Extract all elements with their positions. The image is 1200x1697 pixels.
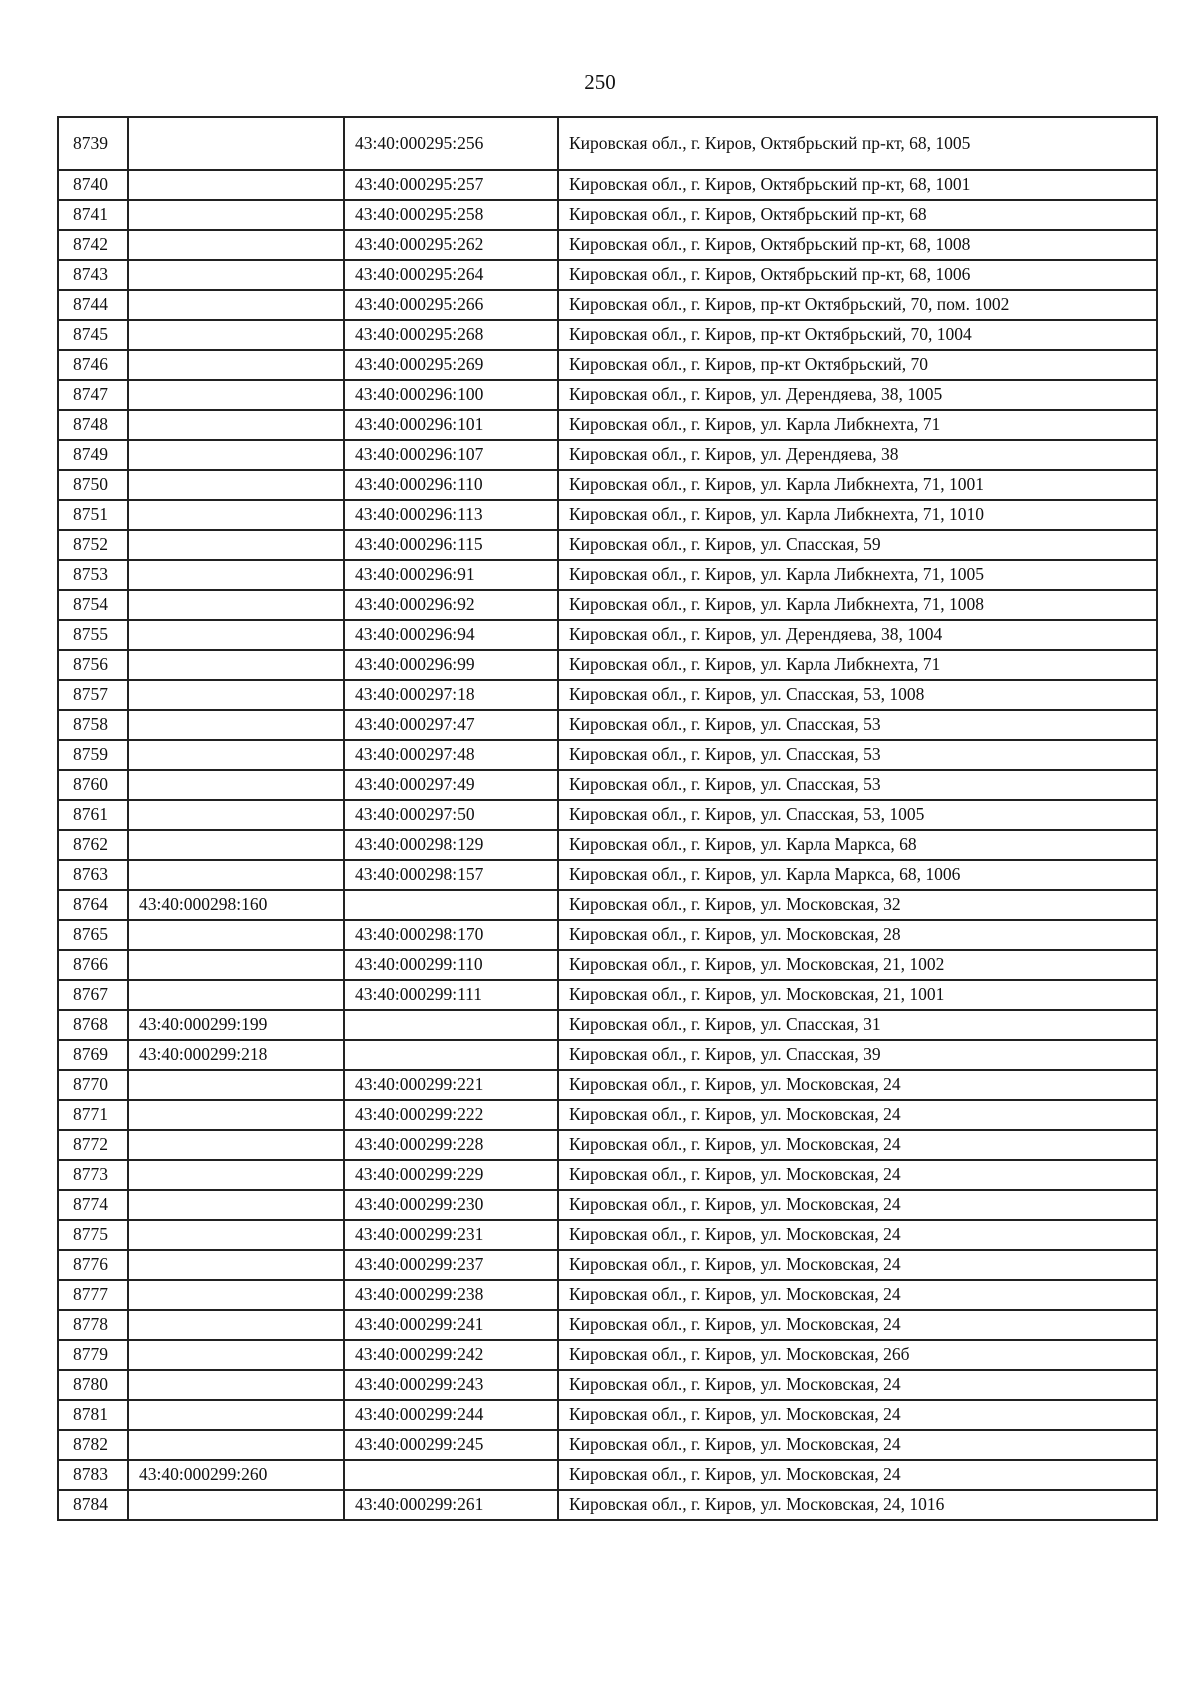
table-row: [58, 770, 1157, 800]
table-row: [58, 1190, 1157, 1220]
row-number-cell: 8746: [58, 350, 128, 380]
object-cadastral-number-cell: 43:40:000299:222: [344, 1100, 558, 1130]
table-row: [58, 350, 1157, 380]
address-cell: Кировская обл., г. Киров, Октябрьский пр-кт, 68, 1001: [558, 170, 1157, 200]
object-cadastral-number-cell: 43:40:000295:264: [344, 260, 558, 290]
row-number-cell: 8767: [58, 980, 128, 1010]
land-cadastral-number-cell: [128, 1160, 344, 1190]
table-row: [58, 260, 1157, 290]
address-cell: Кировская обл., г. Киров, ул. Московская, 24: [558, 1190, 1157, 1220]
object-cadastral-number-cell: 43:40:000297:18: [344, 680, 558, 710]
address-cell: Кировская обл., г. Киров, ул. Московская, 24: [558, 1130, 1157, 1160]
address-cell: Кировская обл., г. Киров, ул. Карла Либкнехта, 71, 1010: [558, 500, 1157, 530]
table-row: [58, 920, 1157, 950]
row-number-cell: 8779: [58, 1340, 128, 1370]
object-cadastral-number-cell: 43:40:000299:237: [344, 1250, 558, 1280]
address-cell: Кировская обл., г. Киров, ул. Московская, 24: [558, 1220, 1157, 1250]
address-cell: Кировская обл., г. Киров, ул. Спасская, 53: [558, 710, 1157, 740]
row-number-cell: 8748: [58, 410, 128, 440]
object-cadastral-number-cell: 43:40:000299:231: [344, 1220, 558, 1250]
row-number-cell: 8780: [58, 1370, 128, 1400]
table-row: [58, 500, 1157, 530]
land-cadastral-number-cell: [128, 380, 344, 410]
object-cadastral-number-cell: 43:40:000295:258: [344, 200, 558, 230]
land-cadastral-number-cell: [128, 470, 344, 500]
row-number-cell: 8768: [58, 1010, 128, 1040]
land-cadastral-number-cell: [128, 530, 344, 560]
land-cadastral-number-cell: [128, 1220, 344, 1250]
table-row: [58, 1160, 1157, 1190]
land-cadastral-number-cell: [128, 800, 344, 830]
row-number-cell: 8741: [58, 200, 128, 230]
table-row: [58, 620, 1157, 650]
object-cadastral-number-cell: 43:40:000299:241: [344, 1310, 558, 1340]
object-cadastral-number-cell: [344, 1040, 558, 1070]
land-cadastral-number-cell: [128, 1340, 344, 1370]
table-row: [58, 710, 1157, 740]
object-cadastral-number-cell: 43:40:000296:92: [344, 590, 558, 620]
land-cadastral-number-cell: [128, 1190, 344, 1220]
registry-table-body: [58, 117, 1157, 1520]
object-cadastral-number-cell: 43:40:000299:228: [344, 1130, 558, 1160]
row-number-cell: 8759: [58, 740, 128, 770]
row-number-cell: 8760: [58, 770, 128, 800]
row-number-cell: 8740: [58, 170, 128, 200]
object-cadastral-number-cell: 43:40:000297:50: [344, 800, 558, 830]
row-number-cell: 8745: [58, 320, 128, 350]
row-number-cell: 8751: [58, 500, 128, 530]
object-cadastral-number-cell: 43:40:000299:238: [344, 1280, 558, 1310]
registry-table: [57, 116, 1158, 1521]
object-cadastral-number-cell: 43:40:000299:244: [344, 1400, 558, 1430]
land-cadastral-number-cell: [128, 1130, 344, 1160]
address-cell: Кировская обл., г. Киров, ул. Московская, 24: [558, 1430, 1157, 1460]
row-number-cell: 8757: [58, 680, 128, 710]
address-cell: Кировская обл., г. Киров, ул. Карла Либкнехта, 71, 1008: [558, 590, 1157, 620]
address-cell: Кировская обл., г. Киров, ул. Спасская, 59: [558, 530, 1157, 560]
land-cadastral-number-cell: [128, 830, 344, 860]
table-row: [58, 1340, 1157, 1370]
land-cadastral-number-cell: [128, 770, 344, 800]
address-cell: Кировская обл., г. Киров, ул. Карла Маркса, 68: [558, 830, 1157, 860]
table-row: [58, 440, 1157, 470]
row-number-cell: 8761: [58, 800, 128, 830]
row-number-cell: 8756: [58, 650, 128, 680]
table-row: [58, 650, 1157, 680]
address-cell: Кировская обл., г. Киров, ул. Московская, 24: [558, 1400, 1157, 1430]
object-cadastral-number-cell: 43:40:000296:110: [344, 470, 558, 500]
table-row: [58, 800, 1157, 830]
address-cell: Кировская обл., г. Киров, ул. Карла Либкнехта, 71, 1005: [558, 560, 1157, 590]
page-number: 250: [584, 70, 616, 94]
row-number-cell: 8765: [58, 920, 128, 950]
object-cadastral-number-cell: 43:40:000298:170: [344, 920, 558, 950]
object-cadastral-number-cell: 43:40:000299:110: [344, 950, 558, 980]
land-cadastral-number-cell: [128, 650, 344, 680]
row-number-cell: 8770: [58, 1070, 128, 1100]
address-cell: Кировская обл., г. Киров, ул. Московская, 26б: [558, 1340, 1157, 1370]
row-number-cell: 8749: [58, 440, 128, 470]
object-cadastral-number-cell: 43:40:000299:261: [344, 1490, 558, 1520]
object-cadastral-number-cell: 43:40:000295:268: [344, 320, 558, 350]
land-cadastral-number-cell: 43:40:000299:199: [128, 1010, 344, 1040]
address-cell: Кировская обл., г. Киров, ул. Спасская, 53, 1008: [558, 680, 1157, 710]
address-cell: Кировская обл., г. Киров, ул. Московская, 21, 1001: [558, 980, 1157, 1010]
object-cadastral-number-cell: 43:40:000296:107: [344, 440, 558, 470]
land-cadastral-number-cell: [128, 1370, 344, 1400]
object-cadastral-number-cell: 43:40:000299:221: [344, 1070, 558, 1100]
land-cadastral-number-cell: [128, 710, 344, 740]
object-cadastral-number-cell: [344, 1010, 558, 1040]
object-cadastral-number-cell: 43:40:000296:94: [344, 620, 558, 650]
table-row: [58, 980, 1157, 1010]
land-cadastral-number-cell: 43:40:000298:160: [128, 890, 344, 920]
row-number-cell: 8772: [58, 1130, 128, 1160]
object-cadastral-number-cell: 43:40:000295:269: [344, 350, 558, 380]
table-row: [58, 1250, 1157, 1280]
address-cell: Кировская обл., г. Киров, ул. Дерендяева, 38, 1005: [558, 380, 1157, 410]
address-cell: Кировская обл., г. Киров, ул. Московская, 21, 1002: [558, 950, 1157, 980]
address-cell: Кировская обл., г. Киров, ул. Московская, 24: [558, 1250, 1157, 1280]
row-number-cell: 8758: [58, 710, 128, 740]
land-cadastral-number-cell: [128, 590, 344, 620]
address-cell: Кировская обл., г. Киров, ул. Московская, 32: [558, 890, 1157, 920]
land-cadastral-number-cell: [128, 410, 344, 440]
object-cadastral-number-cell: 43:40:000297:47: [344, 710, 558, 740]
table-row: [58, 1280, 1157, 1310]
object-cadastral-number-cell: 43:40:000296:100: [344, 380, 558, 410]
row-number-cell: 8744: [58, 290, 128, 320]
table-row: [58, 1130, 1157, 1160]
address-cell: Кировская обл., г. Киров, ул. Карла Либкнехта, 71: [558, 650, 1157, 680]
row-number-cell: 8776: [58, 1250, 128, 1280]
row-number-cell: 8781: [58, 1400, 128, 1430]
address-cell: Кировская обл., г. Киров, ул. Карла Маркса, 68, 1006: [558, 860, 1157, 890]
address-cell: Кировская обл., г. Киров, ул. Дерендяева, 38, 1004: [558, 620, 1157, 650]
object-cadastral-number-cell: 43:40:000296:91: [344, 560, 558, 590]
land-cadastral-number-cell: 43:40:000299:260: [128, 1460, 344, 1490]
address-cell: Кировская обл., г. Киров, Октябрьский пр-кт, 68, 1005: [558, 117, 1157, 170]
row-number-cell: 8753: [58, 560, 128, 590]
table-row: [58, 560, 1157, 590]
address-cell: Кировская обл., г. Киров, ул. Московская, 24: [558, 1460, 1157, 1490]
row-number-cell: 8774: [58, 1190, 128, 1220]
land-cadastral-number-cell: [128, 1310, 344, 1340]
table-row: [58, 590, 1157, 620]
land-cadastral-number-cell: [128, 230, 344, 260]
object-cadastral-number-cell: 43:40:000298:157: [344, 860, 558, 890]
object-cadastral-number-cell: 43:40:000295:266: [344, 290, 558, 320]
object-cadastral-number-cell: 43:40:000299:245: [344, 1430, 558, 1460]
address-cell: Кировская обл., г. Киров, пр-кт Октябрьский, 70, пом. 1002: [558, 290, 1157, 320]
object-cadastral-number-cell: 43:40:000299:242: [344, 1340, 558, 1370]
land-cadastral-number-cell: [128, 290, 344, 320]
object-cadastral-number-cell: 43:40:000295:256: [344, 117, 558, 170]
land-cadastral-number-cell: [128, 1100, 344, 1130]
row-number-cell: 8752: [58, 530, 128, 560]
row-number-cell: 8762: [58, 830, 128, 860]
row-number-cell: 8763: [58, 860, 128, 890]
object-cadastral-number-cell: 43:40:000297:48: [344, 740, 558, 770]
land-cadastral-number-cell: [128, 560, 344, 590]
row-number-cell: 8764: [58, 890, 128, 920]
row-number-cell: 8747: [58, 380, 128, 410]
table-row: [58, 230, 1157, 260]
table-row: [58, 380, 1157, 410]
row-number-cell: 8778: [58, 1310, 128, 1340]
land-cadastral-number-cell: [128, 950, 344, 980]
row-number-cell: 8771: [58, 1100, 128, 1130]
row-number-cell: 8783: [58, 1460, 128, 1490]
address-cell: Кировская обл., г. Киров, Октябрьский пр-кт, 68: [558, 200, 1157, 230]
land-cadastral-number-cell: [128, 1250, 344, 1280]
land-cadastral-number-cell: [128, 860, 344, 890]
land-cadastral-number-cell: [128, 500, 344, 530]
table-row: [58, 1040, 1157, 1070]
row-number-cell: 8742: [58, 230, 128, 260]
table-row: [58, 117, 1157, 170]
row-number-cell: 8750: [58, 470, 128, 500]
table-row: [58, 1400, 1157, 1430]
address-cell: Кировская обл., г. Киров, ул. Спасская, 31: [558, 1010, 1157, 1040]
land-cadastral-number-cell: [128, 440, 344, 470]
land-cadastral-number-cell: [128, 1400, 344, 1430]
land-cadastral-number-cell: [128, 350, 344, 380]
table-row: [58, 950, 1157, 980]
row-number-cell: 8782: [58, 1430, 128, 1460]
table-row: [58, 530, 1157, 560]
row-number-cell: 8755: [58, 620, 128, 650]
table-row: [58, 320, 1157, 350]
table-row: [58, 200, 1157, 230]
object-cadastral-number-cell: 43:40:000299:230: [344, 1190, 558, 1220]
land-cadastral-number-cell: [128, 980, 344, 1010]
table-row: [58, 1010, 1157, 1040]
object-cadastral-number-cell: 43:40:000296:113: [344, 500, 558, 530]
table-row: [58, 830, 1157, 860]
land-cadastral-number-cell: [128, 680, 344, 710]
address-cell: Кировская обл., г. Киров, ул. Московская, 24: [558, 1070, 1157, 1100]
address-cell: Кировская обл., г. Киров, ул. Московская, 24: [558, 1160, 1157, 1190]
address-cell: Кировская обл., г. Киров, ул. Московская, 28: [558, 920, 1157, 950]
row-number-cell: 8739: [58, 117, 128, 170]
table-row: [58, 1100, 1157, 1130]
land-cadastral-number-cell: 43:40:000299:218: [128, 1040, 344, 1070]
land-cadastral-number-cell: [128, 200, 344, 230]
row-number-cell: 8769: [58, 1040, 128, 1070]
object-cadastral-number-cell: 43:40:000296:115: [344, 530, 558, 560]
land-cadastral-number-cell: [128, 740, 344, 770]
address-cell: Кировская обл., г. Киров, пр-кт Октябрьский, 70, 1004: [558, 320, 1157, 350]
land-cadastral-number-cell: [128, 1280, 344, 1310]
table-row: [58, 890, 1157, 920]
row-number-cell: 8784: [58, 1490, 128, 1520]
table-row: [58, 1430, 1157, 1460]
row-number-cell: 8773: [58, 1160, 128, 1190]
row-number-cell: 8777: [58, 1280, 128, 1310]
land-cadastral-number-cell: [128, 117, 344, 170]
table-row: [58, 1460, 1157, 1490]
address-cell: Кировская обл., г. Киров, ул. Московская, 24, 1016: [558, 1490, 1157, 1520]
address-cell: Кировская обл., г. Киров, Октябрьский пр-кт, 68, 1006: [558, 260, 1157, 290]
table-row: [58, 1490, 1157, 1520]
table-row: [58, 410, 1157, 440]
land-cadastral-number-cell: [128, 920, 344, 950]
address-cell: Кировская обл., г. Киров, ул. Московская, 24: [558, 1310, 1157, 1340]
table-row: [58, 170, 1157, 200]
table-row: [58, 1370, 1157, 1400]
address-cell: Кировская обл., г. Киров, ул. Карла Либкнехта, 71, 1001: [558, 470, 1157, 500]
land-cadastral-number-cell: [128, 620, 344, 650]
address-cell: Кировская обл., г. Киров, ул. Карла Либкнехта, 71: [558, 410, 1157, 440]
land-cadastral-number-cell: [128, 1490, 344, 1520]
address-cell: Кировская обл., г. Киров, ул. Спасская, 53: [558, 770, 1157, 800]
table-row: [58, 470, 1157, 500]
land-cadastral-number-cell: [128, 1070, 344, 1100]
row-number-cell: 8754: [58, 590, 128, 620]
row-number-cell: 8766: [58, 950, 128, 980]
address-cell: Кировская обл., г. Киров, Октябрьский пр-кт, 68, 1008: [558, 230, 1157, 260]
object-cadastral-number-cell: 43:40:000299:111: [344, 980, 558, 1010]
land-cadastral-number-cell: [128, 1430, 344, 1460]
table-row: [58, 290, 1157, 320]
object-cadastral-number-cell: 43:40:000297:49: [344, 770, 558, 800]
address-cell: Кировская обл., г. Киров, ул. Московская, 24: [558, 1280, 1157, 1310]
row-number-cell: 8775: [58, 1220, 128, 1250]
table-row: [58, 740, 1157, 770]
address-cell: Кировская обл., г. Киров, ул. Спасская, 53, 1005: [558, 800, 1157, 830]
object-cadastral-number-cell: 43:40:000295:257: [344, 170, 558, 200]
address-cell: Кировская обл., г. Киров, ул. Дерендяева, 38: [558, 440, 1157, 470]
land-cadastral-number-cell: [128, 260, 344, 290]
table-row: [58, 680, 1157, 710]
object-cadastral-number-cell: 43:40:000299:229: [344, 1160, 558, 1190]
object-cadastral-number-cell: [344, 890, 558, 920]
table-row: [58, 860, 1157, 890]
object-cadastral-number-cell: [344, 1460, 558, 1490]
land-cadastral-number-cell: [128, 170, 344, 200]
object-cadastral-number-cell: 43:40:000296:101: [344, 410, 558, 440]
address-cell: Кировская обл., г. Киров, ул. Московская, 24: [558, 1370, 1157, 1400]
row-number-cell: 8743: [58, 260, 128, 290]
object-cadastral-number-cell: 43:40:000296:99: [344, 650, 558, 680]
address-cell: Кировская обл., г. Киров, ул. Спасская, 53: [558, 740, 1157, 770]
address-cell: Кировская обл., г. Киров, пр-кт Октябрьский, 70: [558, 350, 1157, 380]
table-row: [58, 1220, 1157, 1250]
object-cadastral-number-cell: 43:40:000295:262: [344, 230, 558, 260]
object-cadastral-number-cell: 43:40:000298:129: [344, 830, 558, 860]
table-row: [58, 1070, 1157, 1100]
land-cadastral-number-cell: [128, 320, 344, 350]
address-cell: Кировская обл., г. Киров, ул. Московская, 24: [558, 1100, 1157, 1130]
table-row: [58, 1310, 1157, 1340]
object-cadastral-number-cell: 43:40:000299:243: [344, 1370, 558, 1400]
address-cell: Кировская обл., г. Киров, ул. Спасская, 39: [558, 1040, 1157, 1070]
